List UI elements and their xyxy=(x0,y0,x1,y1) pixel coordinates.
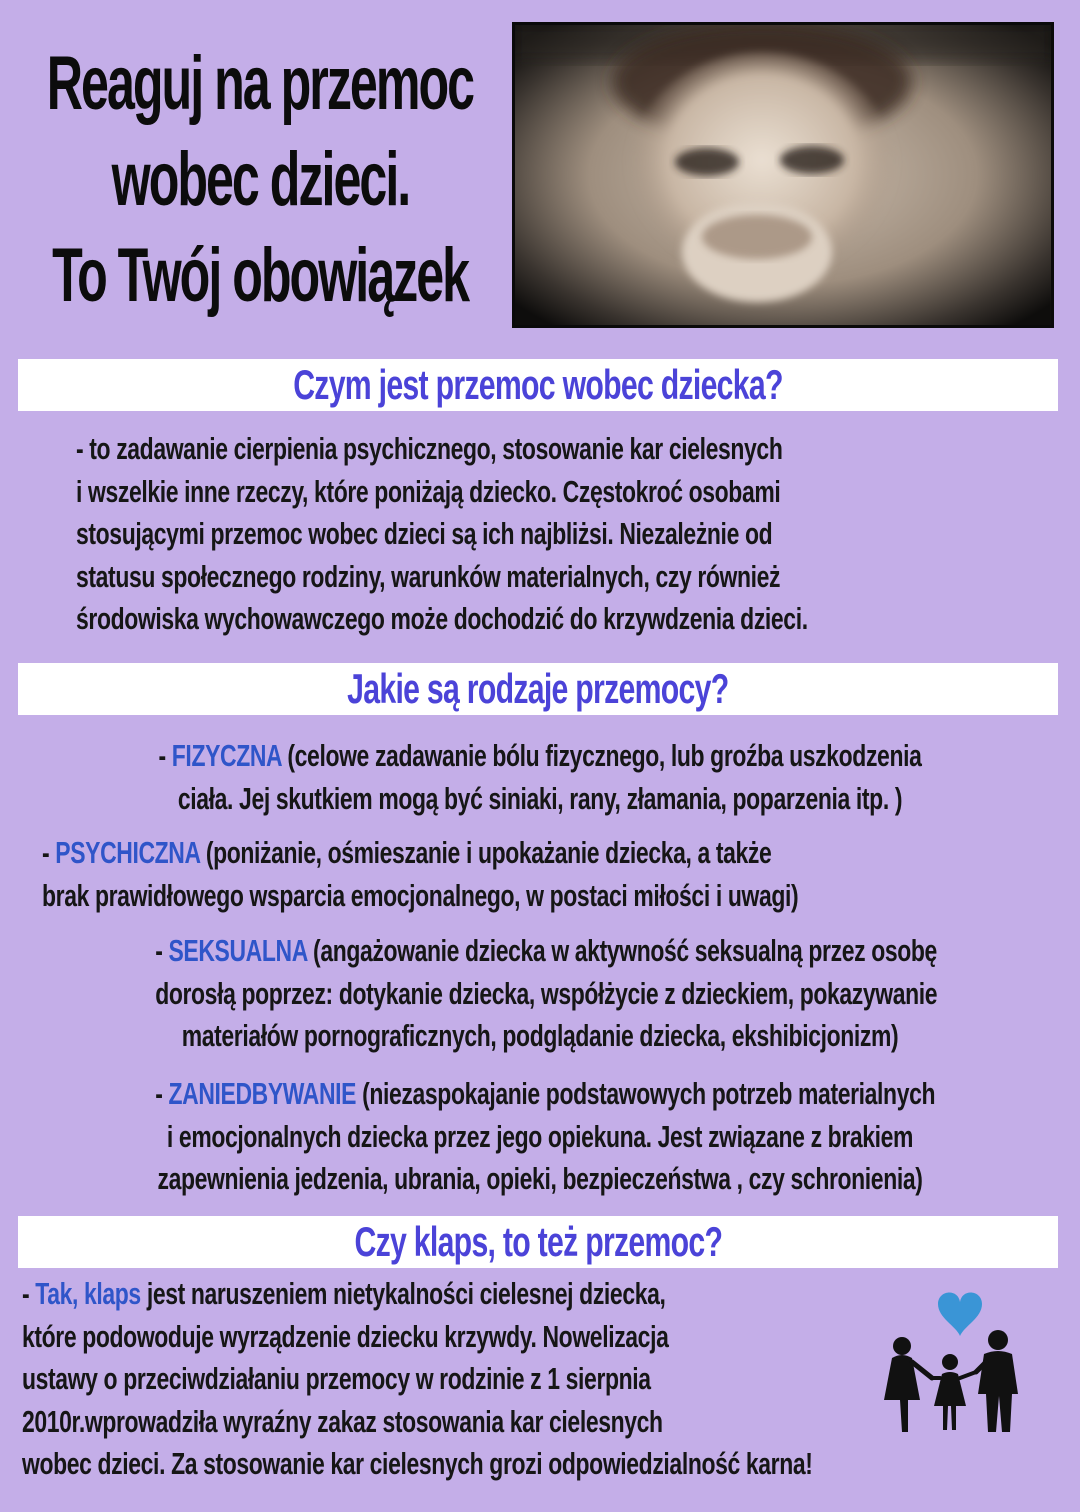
definition-line: środowiska wychowawczego może dochodzić do krzywdzenia dzieci. xyxy=(76,601,808,636)
type-neglect-line: i emocjonalnych dziecka przez jego opiekuna. Jest związane z brakiem xyxy=(166,1118,914,1154)
spanking-line: wobec dzieci. Za stosowanie kar cielesnych grozi odpowiedzialność karna! xyxy=(22,1446,813,1481)
family-heart-icon xyxy=(880,1282,1040,1442)
type-psychological xyxy=(42,832,1064,917)
type-sexual xyxy=(20,930,1060,1058)
section-heading-definition xyxy=(18,359,1058,411)
section-heading-spanking xyxy=(18,1216,1058,1268)
type-psychological-line: brak prawidłowego wsparcia emocjonalnego, w postaci miłości i uwagi) xyxy=(42,877,799,913)
title-line-3: To Twój obowiązek xyxy=(52,233,468,318)
section-heading-spanking-text: Czy klaps, to też przemoc? xyxy=(354,1218,722,1265)
definition-line: - to zadawanie cierpienia psychicznego, stosowanie kar cielesnych xyxy=(76,431,783,466)
type-neglect-line: zapewnienia jedzenia, ubrania, opieki, bezpieczeństwa , czy schronienia) xyxy=(157,1161,923,1196)
type-physical-term: FIZYCZNA xyxy=(171,738,282,773)
child-photo xyxy=(512,22,1054,328)
type-physical-dash: - xyxy=(158,738,172,773)
title-line-2: wobec dzieci. xyxy=(111,137,409,222)
spanking-text: jest naruszeniem nietykalności cielesnej dziecka, xyxy=(140,1276,666,1311)
type-physical xyxy=(20,735,1060,820)
title-line-1: Reaguj na przemoc xyxy=(46,41,474,126)
definition-paragraph xyxy=(76,428,1065,641)
type-sexual-line: materiałów pornograficznych, podglądanie dziecka, ekshibicjonizm) xyxy=(181,1018,899,1053)
spanking-dash: - xyxy=(22,1276,36,1311)
type-psychological-term: PSYCHICZNA xyxy=(55,835,200,870)
type-neglect-text: (niezaspokajanie podstawowych potrzeb materialnych xyxy=(356,1076,936,1111)
spanking-line: ustawy o przeciwdziałaniu przemocy w rodzinie z 1 sierpnia xyxy=(22,1361,651,1396)
definition-line: statusu społecznego rodziny, warunków materialnych, czy również xyxy=(76,558,781,594)
type-neglect-term: ZANIEDBYWANIE xyxy=(168,1076,357,1111)
type-psychological-dash: - xyxy=(42,835,56,870)
section-heading-types xyxy=(18,663,1058,715)
type-sexual-line: dorosłą poprzez: dotykanie dziecka, współżycie z dzieckiem, pokazywanie xyxy=(155,975,938,1011)
section-heading-definition-text: Czym jest przemoc wobec dziecka? xyxy=(293,361,783,408)
spanking-line: które podowoduje wyrządzenie dziecku krzywdy. Nowelizacja xyxy=(22,1318,669,1354)
spanking-line: 2010r.wprowadziła wyraźny zakaz stosowania kar cielesnych xyxy=(22,1403,663,1439)
definition-line: stosującymi przemoc wobec dzieci są ich najbliżsi. Niezależnie od xyxy=(76,516,773,551)
spanking-term: Tak, klaps xyxy=(35,1276,141,1311)
section-heading-types-text: Jakie są rodzaje przemocy? xyxy=(347,665,729,712)
type-physical-text: (celowe zadawanie bólu fizycznego, lub groźba uszkodzenia xyxy=(281,738,922,773)
type-sexual-text: (angażowanie dziecka w aktywność seksualną przez osobę xyxy=(307,933,937,968)
poster-title xyxy=(20,30,500,330)
type-neglect xyxy=(20,1073,1060,1201)
type-sexual-dash: - xyxy=(155,933,169,968)
definition-line: i wszelkie inne rzeczy, które poniżają dziecko. Częstokroć osobami xyxy=(76,473,781,509)
type-neglect-dash: - xyxy=(155,1076,169,1111)
type-psychological-text: (poniżanie, ośmieszanie i upokażanie dziecka, a także xyxy=(199,835,772,870)
type-sexual-term: SEKSUALNA xyxy=(168,933,308,968)
type-physical-line: ciała. Jej skutkiem mogą być siniaki, rany, złamania, poparzenia itp. ) xyxy=(177,780,903,816)
